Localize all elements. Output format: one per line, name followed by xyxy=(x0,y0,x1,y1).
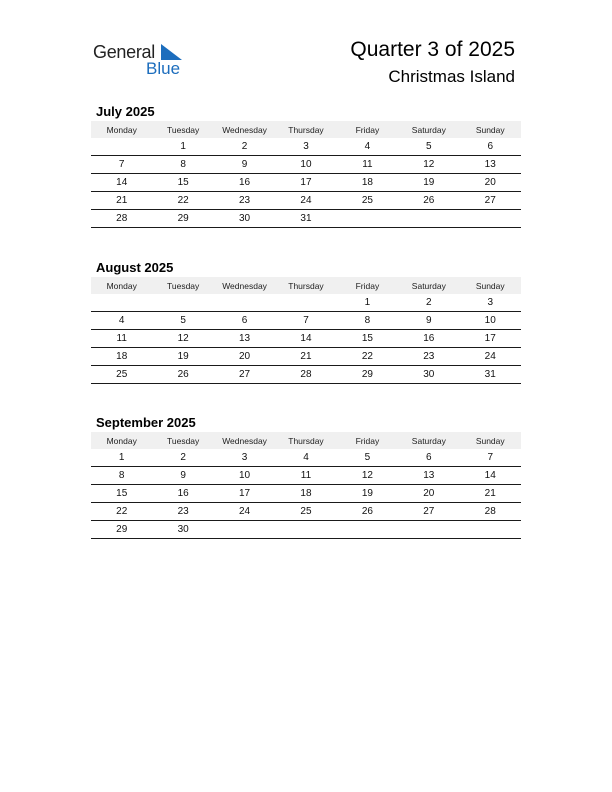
week-row xyxy=(91,156,521,174)
day-cell: 28 xyxy=(484,506,496,517)
weekday-label: Wednesday xyxy=(222,435,267,446)
day-cell: 29 xyxy=(116,524,128,535)
day-cell: 10 xyxy=(484,315,496,326)
day-cell: 8 xyxy=(180,159,186,170)
day-cell: 5 xyxy=(364,452,371,463)
day-cell: 9 xyxy=(180,470,186,481)
day-cell: 19 xyxy=(423,177,435,188)
day-cell: 24 xyxy=(484,351,496,362)
day-cell: 19 xyxy=(361,488,373,499)
weekday-label: Friday xyxy=(355,124,380,135)
day-cell: 29 xyxy=(177,213,189,224)
week-row xyxy=(91,485,521,503)
day-cell: 2 xyxy=(426,297,432,308)
day-cell: 17 xyxy=(238,488,251,499)
weekday-label: Tuesday xyxy=(166,435,200,446)
day-cell: 29 xyxy=(361,369,373,380)
day-cell: 11 xyxy=(300,470,312,481)
logo-blue-text: Blue xyxy=(146,59,181,78)
weekday-label: Tuesday xyxy=(166,280,200,291)
day-cell: 25 xyxy=(361,195,373,206)
day-cell: 17 xyxy=(484,333,496,344)
day-cell: 15 xyxy=(116,488,128,499)
day-cell: 16 xyxy=(238,177,251,188)
day-cell: 27 xyxy=(423,506,435,517)
day-cell: 31 xyxy=(484,369,496,380)
day-cell: 17 xyxy=(300,177,312,188)
day-cell: 19 xyxy=(177,351,189,362)
day-cell: 11 xyxy=(362,159,373,170)
day-cell: 3 xyxy=(487,297,494,308)
day-cell: 11 xyxy=(116,333,127,344)
weekday-label: Saturday xyxy=(411,124,446,135)
weeks-container xyxy=(91,294,521,384)
day-cell: 14 xyxy=(484,470,496,481)
day-cell: 24 xyxy=(300,195,312,206)
day-cell: 30 xyxy=(238,213,251,224)
weekday-label: Monday xyxy=(106,280,137,291)
week-row xyxy=(91,366,521,384)
weekday-label: Thursday xyxy=(288,280,324,291)
page-subtitle: Christmas Island xyxy=(388,67,515,86)
day-cell: 13 xyxy=(484,159,496,170)
weekday-label: Wednesday xyxy=(222,124,267,135)
week-row xyxy=(91,330,521,348)
week-row xyxy=(91,521,521,539)
day-cell: 26 xyxy=(423,195,435,206)
day-cell: 8 xyxy=(364,315,371,326)
day-cell: 21 xyxy=(116,195,128,206)
day-cell: 20 xyxy=(238,351,251,362)
day-cell: 10 xyxy=(238,470,251,481)
day-cell: 26 xyxy=(177,369,189,380)
day-cell: 10 xyxy=(300,159,312,170)
day-cell: 6 xyxy=(487,141,494,152)
day-cell: 7 xyxy=(118,159,125,170)
day-cell: 6 xyxy=(426,452,432,463)
weekday-label: Saturday xyxy=(411,435,446,446)
day-cell: 13 xyxy=(238,333,251,344)
day-cell: 18 xyxy=(361,177,373,188)
day-cell: 30 xyxy=(423,369,435,380)
month-calendar-august xyxy=(91,259,521,384)
weekday-label: Sunday xyxy=(475,435,505,446)
weekday-header-row xyxy=(91,121,521,138)
week-row xyxy=(91,192,521,210)
day-cell: 21 xyxy=(484,488,496,499)
weekday-label: Monday xyxy=(106,124,137,135)
week-row xyxy=(91,210,521,228)
day-cell: 16 xyxy=(177,488,189,499)
day-cell: 6 xyxy=(241,315,248,326)
day-cell: 25 xyxy=(300,506,312,517)
day-cell: 8 xyxy=(118,470,125,481)
day-cell: 27 xyxy=(238,369,251,380)
week-row xyxy=(91,174,521,192)
day-cell: 31 xyxy=(300,213,312,224)
day-cell: 18 xyxy=(300,488,312,499)
weeks-container xyxy=(91,138,521,228)
day-cell: 5 xyxy=(426,141,432,152)
month-title: July 2025 xyxy=(96,104,155,119)
month-calendar-july xyxy=(91,103,521,228)
day-cell: 30 xyxy=(177,524,189,535)
weekday-label: Monday xyxy=(106,435,137,446)
day-cell: 4 xyxy=(303,452,309,463)
weekday-label: Friday xyxy=(355,435,380,446)
day-cell: 2 xyxy=(241,141,248,152)
logo-general-text: General xyxy=(93,42,155,62)
day-cell: 15 xyxy=(361,333,373,344)
weeks-container xyxy=(91,449,521,539)
weekday-label: Saturday xyxy=(411,280,446,291)
day-cell: 15 xyxy=(177,177,189,188)
weekday-label: Tuesday xyxy=(166,124,200,135)
day-cell: 22 xyxy=(177,195,189,206)
week-row xyxy=(91,503,521,521)
day-cell: 18 xyxy=(116,351,128,362)
weekday-label: Wednesday xyxy=(222,280,267,291)
day-cell: 26 xyxy=(361,506,373,517)
month-title: September 2025 xyxy=(96,415,196,430)
day-cell: 12 xyxy=(177,333,189,344)
day-cell: 14 xyxy=(300,333,312,344)
day-cell: 20 xyxy=(423,488,435,499)
day-cell: 21 xyxy=(300,351,312,362)
day-cell: 1 xyxy=(118,452,125,463)
day-cell: 13 xyxy=(423,470,435,481)
day-cell: 4 xyxy=(364,141,371,152)
day-cell: 9 xyxy=(241,159,248,170)
page-title: Quarter 3 of 2025 xyxy=(350,38,515,61)
weekday-label: Thursday xyxy=(288,124,324,135)
month-calendar-september xyxy=(91,414,521,539)
day-cell: 3 xyxy=(241,452,248,463)
day-cell: 16 xyxy=(423,333,435,344)
week-row xyxy=(91,449,521,467)
weekday-label: Sunday xyxy=(475,124,505,135)
day-cell: 1 xyxy=(364,297,371,308)
weekday-label: Sunday xyxy=(475,280,505,291)
day-cell: 3 xyxy=(303,141,309,152)
day-cell: 23 xyxy=(177,506,189,517)
day-cell: 23 xyxy=(423,351,435,362)
week-row xyxy=(91,312,521,330)
day-cell: 28 xyxy=(116,213,128,224)
day-cell: 5 xyxy=(180,315,186,326)
weekday-header-row xyxy=(91,432,521,449)
week-row xyxy=(91,467,521,485)
day-cell: 27 xyxy=(484,195,496,206)
day-cell: 22 xyxy=(361,351,373,362)
day-cell: 25 xyxy=(116,369,128,380)
day-cell: 7 xyxy=(303,315,309,326)
day-cell: 4 xyxy=(118,315,125,326)
week-row xyxy=(91,348,521,366)
day-cell: 28 xyxy=(300,369,312,380)
week-row xyxy=(91,138,521,156)
day-cell: 7 xyxy=(487,452,494,463)
month-title: August 2025 xyxy=(96,260,174,275)
day-cell: 12 xyxy=(423,159,435,170)
day-cell: 1 xyxy=(180,141,186,152)
day-cell: 2 xyxy=(180,452,186,463)
weekday-label: Friday xyxy=(355,280,380,291)
weekday-label: Thursday xyxy=(288,435,324,446)
day-cell: 9 xyxy=(426,315,432,326)
week-row xyxy=(91,294,521,312)
day-cell: 12 xyxy=(361,470,373,481)
weekday-header-row xyxy=(91,277,521,294)
day-cell: 20 xyxy=(484,177,496,188)
day-cell: 23 xyxy=(238,195,251,206)
generalblue-logo xyxy=(93,40,193,80)
day-cell: 22 xyxy=(116,506,128,517)
day-cell: 14 xyxy=(116,177,128,188)
day-cell: 24 xyxy=(238,506,251,517)
